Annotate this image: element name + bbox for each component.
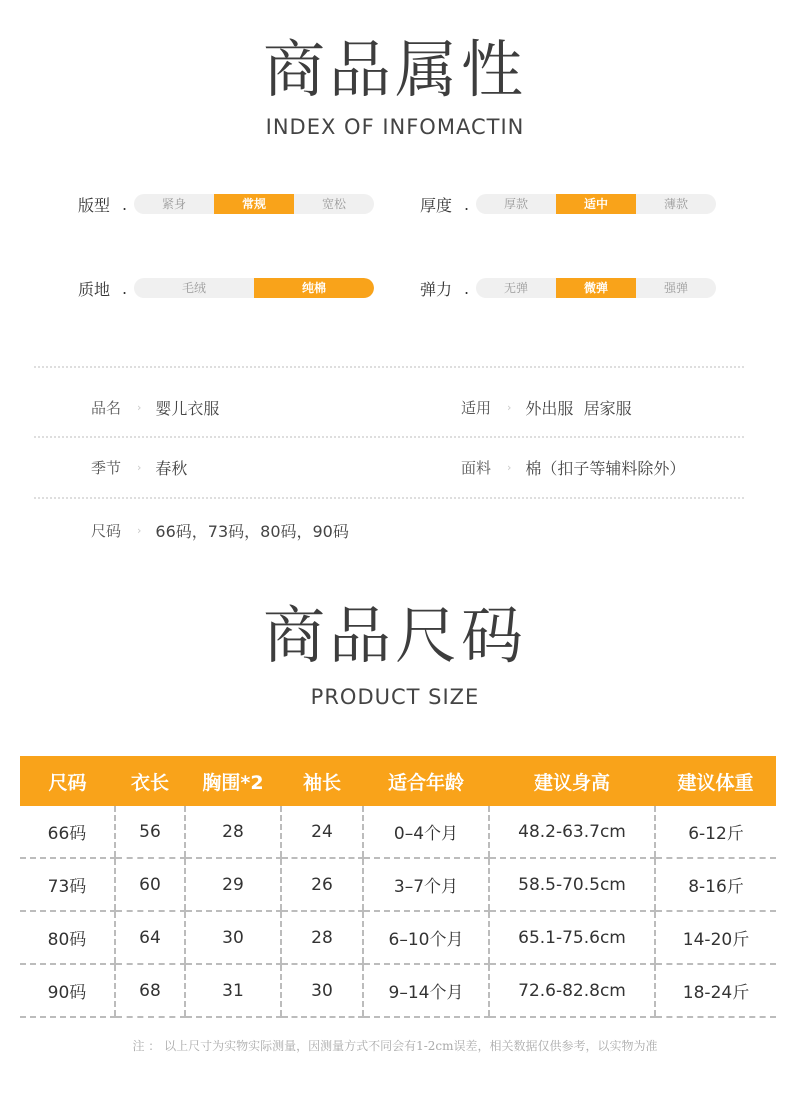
size-table-header-cell: 建议身高 [489,756,655,806]
table-cell: 31 [185,964,281,1017]
info-product-name-key: 品名 [91,399,122,417]
table-cell: 3–7个月 [363,858,489,911]
size-table-header-cell: 胸围*2 [185,756,281,806]
table-cell: 26 [281,858,363,911]
table-cell: 73码 [20,858,115,911]
table-cell: 65.1-75.6cm [489,911,655,964]
info-fabric-key: 面料 [461,459,492,477]
attr-material-selector [134,278,374,298]
attr-thickness-option-thick[interactable]: 厚款 [503,197,528,211]
table-cell: 72.6-82.8cm [489,964,655,1017]
size-table-header-cell: 尺码 [20,756,115,806]
table-cell: 56 [115,806,185,858]
table-row [20,806,776,858]
table-cell: 48.2-63.7cm [489,806,655,858]
attr-fit-option-loose[interactable]: 宽松 [321,197,346,211]
attr-fit-selector [134,194,374,214]
table-cell: 9–14个月 [363,964,489,1017]
attr-material-option-cotton[interactable]: 纯棉 [254,278,374,298]
info-usage-value: 外出服 居家服 [525,399,632,418]
table-cell: 28 [281,911,363,964]
table-cell: 60 [115,858,185,911]
info-usage [461,396,632,419]
info-season-value: 春秋 [155,459,188,478]
chevron-right-icon: › [137,524,142,537]
table-cell: 6-12斤 [655,806,776,858]
table-cell: 6–10个月 [363,911,489,964]
table-cell: 64 [115,911,185,964]
attr-elasticity: 弹力 . 无弹 微弹 强弹 [420,277,716,299]
divider [34,366,744,368]
table-cell: 24 [281,806,363,858]
table-cell: 30 [185,911,281,964]
info-product-name-value: 婴儿衣服 [155,399,220,418]
size-table-header-cell: 建议体重 [655,756,776,806]
info-fabric [461,456,685,479]
table-cell: 58.5-70.5cm [489,858,655,911]
info-fabric-value: 棉（扣子等辅料除外） [525,459,686,478]
table-cell: 0–4个月 [363,806,489,858]
chevron-right-icon: › [137,401,142,414]
info-usage-key: 适用 [461,399,492,417]
attr-fit: 版型 . 紧身 常规 宽松 [78,193,374,215]
attr-elasticity-label: 弹力 [420,279,453,299]
attributes-title: 商品属性 [262,33,527,106]
attr-thickness-option-medium[interactable]: 适中 [556,194,636,214]
size-table-header-cell: 适合年龄 [363,756,489,806]
table-cell: 66码 [20,806,115,858]
attr-elasticity-option-strong[interactable]: 强弹 [663,281,688,295]
attr-thickness-label: 厚度 [420,195,453,215]
info-sizes-key: 尺码 [91,522,122,540]
attr-fit-option-regular[interactable]: 常规 [214,194,294,214]
divider [34,436,744,438]
info-sizes [91,519,349,542]
chevron-right-icon: › [507,461,512,474]
attr-elasticity-option-none[interactable]: 无弹 [503,281,528,295]
attr-material: 质地 . 毛绒 纯棉 [78,277,374,299]
attr-thickness-selector [476,194,716,214]
size-subtitle: PRODUCT SIZE [310,685,480,709]
table-cell: 18-24斤 [655,964,776,1017]
attr-fit-label: 版型 [78,195,111,215]
attr-material-label: 质地 [78,279,111,299]
table-row [20,858,776,911]
attr-thickness: 厚度 . 厚款 适中 薄款 [420,193,716,215]
attr-elasticity-option-slight[interactable]: 微弹 [556,278,636,298]
table-cell: 80码 [20,911,115,964]
size-title: 商品尺码 [262,599,527,672]
attr-elasticity-selector [476,278,716,298]
table-cell: 14-20斤 [655,911,776,964]
chevron-right-icon: › [137,461,142,474]
table-cell: 90码 [20,964,115,1017]
info-sizes-value: 66码，73码，80码，90码 [155,522,349,541]
size-table [20,756,776,1018]
table-cell: 8-16斤 [655,858,776,911]
table-cell: 68 [115,964,185,1017]
table-cell: 29 [185,858,281,911]
table-row [20,964,776,1017]
info-season [91,456,187,479]
divider [34,497,744,499]
attr-thickness-option-thin[interactable]: 薄款 [663,197,688,211]
info-product-name [91,396,219,419]
table-row [20,911,776,964]
attributes-subtitle: INDEX OF INFOMACTIN [265,115,525,139]
attr-material-option-fleece[interactable]: 毛绒 [181,281,206,295]
table-cell: 30 [281,964,363,1017]
chevron-right-icon: › [507,401,512,414]
size-table-header [20,756,776,806]
measurement-note: 注 ： 以上尺寸为实物实际测量，因测量方式不同会有1-2cm误差，相关数据仅供参考，以实物为准 [132,1039,658,1053]
size-table-header-cell: 衣长 [115,756,185,806]
table-cell: 28 [185,806,281,858]
attr-fit-option-tight[interactable]: 紧身 [161,197,186,211]
info-season-key: 季节 [91,459,122,477]
size-table-header-cell: 袖长 [281,756,363,806]
